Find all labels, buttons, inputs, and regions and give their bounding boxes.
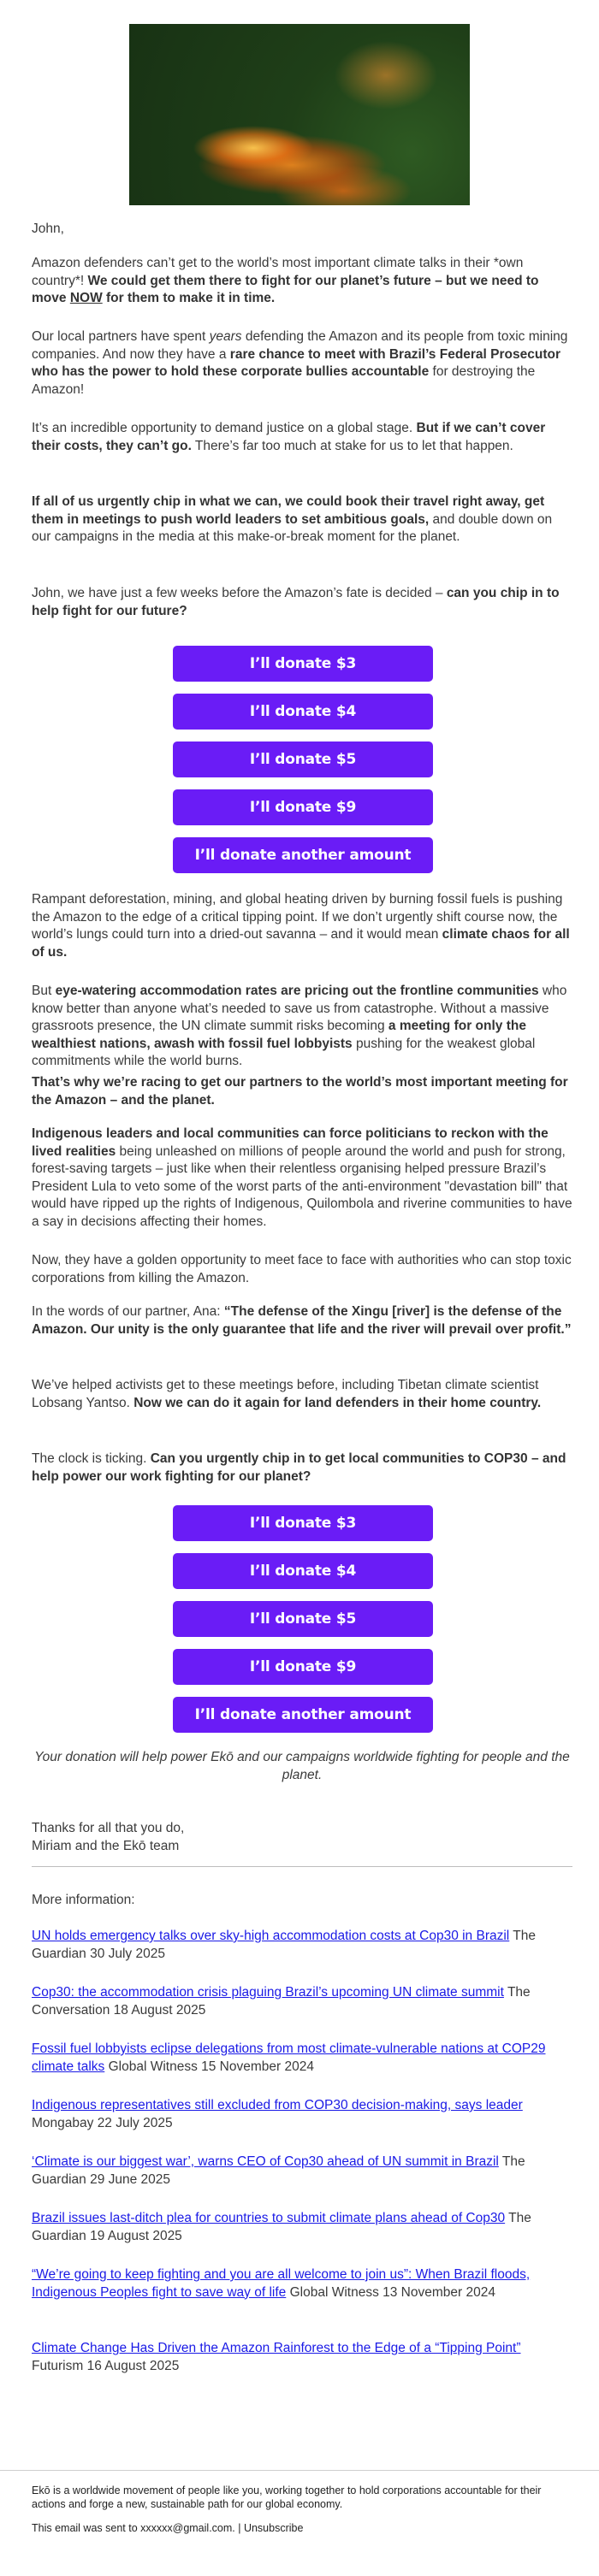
hero-image-forest-fire	[129, 24, 470, 205]
source-link[interactable]: ‘Climate is our biggest war’, warns CEO of Cop30 ahead of UN summit in Brazil	[32, 2154, 499, 2169]
paragraph-2: Our local partners have spent years defending the Amazon and its people from toxic mining companies. And now they have a rare chance to meet with Brazil’s Federal Prosecutor who has the power to hold these corporate bullies accountable for destroying the Amazon!	[32, 329, 568, 397]
donate-other-button-2[interactable]: I’ll donate another amount	[173, 1697, 433, 1733]
unsubscribe-link[interactable]: Unsubscribe	[243, 2522, 304, 2534]
source-link[interactable]: Brazil issues last-ditch plea for countries to submit climate plans ahead of Cop30	[32, 2211, 506, 2225]
source-link[interactable]: Cop30: the accommodation crisis plaguing Brazil’s upcoming UN climate summit	[32, 1985, 504, 2000]
donate-9-button[interactable]: I’ll donate $9	[173, 789, 433, 825]
signoff: Thanks for all that you do, Miriam and the Ekō team	[32, 1821, 185, 1853]
paragraph-5: John, we have just a few weeks before the Amazon’s fate is decided – can you chip in to help fight for our future?	[32, 586, 560, 618]
donate-other-button[interactable]: I’ll donate another amount	[173, 837, 433, 873]
paragraph-8: That’s why we’re racing to get our partners to the world’s most important meeting for the Amazon – and the planet.	[32, 1075, 568, 1108]
source-item: Fossil fuel lobbyists eclipse delegations from most climate-vulnerable nations at COP29 climate talks Global Witness 15 November 2024	[32, 2041, 546, 2074]
source-link[interactable]: Indigenous representatives still excluded from COP30 decision-making, says leader	[32, 2098, 523, 2112]
source-item: “We’re going to keep fighting and you are all welcome to join us”: When Brazil floods, Indigenous Peoples fight to save way of life Global Witness 13 November 2024	[32, 2267, 531, 2300]
paragraph-12: We’ve helped activists get to these meetings before, including Tibetan climate scientist Lobsang Yantso. Now we can do it again for land defenders in their home country.	[32, 1378, 542, 1410]
source-link[interactable]: “We’re going to keep fighting and you are all welcome to join us”: When Brazil floods, Indigenous Peoples fight to save way of life	[32, 2267, 531, 2300]
donate-4-button-2[interactable]: I’ll donate $4	[173, 1553, 433, 1589]
more-info-heading: More information:	[32, 1893, 135, 1907]
paragraph-3: It’s an incredible opportunity to demand justice on a global stage. But if we can’t cover their costs, they can’t go. There’s far too much at stake for us to let that happen.	[32, 421, 546, 453]
paragraph-11: In the words of our partner, Ana: “The defense of the Xingu [river] is the defense of the Amazon. Our unity is the only guarantee that life and the river will prevail over profit.”	[32, 1304, 572, 1337]
source-item: Indigenous representatives still excluded from COP30 decision-making, says leader Mongabay 22 July 2025	[32, 2098, 523, 2130]
source-item: Climate Change Has Driven the Amazon Rainforest to the Edge of a “Tipping Point” Futurism 16 August 2025	[32, 2341, 521, 2373]
footer-divider	[0, 2470, 599, 2471]
source-link[interactable]: Fossil fuel lobbyists eclipse delegations from most climate-vulnerable nations at COP29 climate talks	[32, 2041, 546, 2074]
paragraph-1: Amazon defenders can’t get to the world’s most important climate talks in their *own country*! We could get them there to fight for our planet’s future – but we need to move NOW for them to make it in time.	[32, 256, 539, 305]
donate-5-button-2[interactable]: I’ll donate $5	[173, 1601, 433, 1637]
footer-about: Ekō is a worldwide movement of people like you, working together to hold corporations accountable for their actions and forge a new, sustainable path for our global economy.	[32, 2484, 542, 2510]
donate-3-button[interactable]: I’ll donate $3	[173, 646, 433, 682]
paragraph-7: But eye-watering accommodation rates are pricing out the frontline communities who know better than anyone what’s needed to save us from catastrophe. Without a massive grassroots presence, the UN climate summit risks becoming a meeting for only the wealthiest nations, awash with fossil fuel lobbyists pushing for the weakest global commitments while the world burns.	[32, 984, 567, 1068]
donation-note: Your donation will help power Ekō and our campaigns worldwide fighting for people and the planet.	[34, 1750, 570, 1782]
source-item: ‘Climate is our biggest war’, warns CEO of Cop30 ahead of UN summit in Brazil The Guardian 29 June 2025	[32, 2154, 525, 2187]
source-link[interactable]: UN holds emergency talks over sky-high accommodation costs at Cop30 in Brazil	[32, 1929, 510, 1943]
source-item: UN holds emergency talks over sky-high accommodation costs at Cop30 in Brazil The Guardian 30 July 2025	[32, 1929, 536, 1961]
divider	[32, 1866, 572, 1867]
greeting: John,	[32, 222, 64, 236]
source-link[interactable]: Climate Change Has Driven the Amazon Rainforest to the Edge of a “Tipping Point”	[32, 2341, 521, 2355]
paragraph-9: Indigenous leaders and local communities can force politicians to reckon with the lived realities being unleashed on millions of people around the world and push for strong, forest-saving targets – just like when their relentless organising helped pressure Brazil’s President Lula to veto some of the worst parts of the anti-environment "devastation bill" that would have ripped up the rights of Indigenous, Quilombola and riverine communities to have a say in decisions affecting their homes.	[32, 1126, 572, 1229]
donate-9-button-2[interactable]: I’ll donate $9	[173, 1649, 433, 1685]
source-item: Brazil issues last-ditch plea for countries to submit climate plans ahead of Cop30 The Guardian 19 August 2025	[32, 2211, 531, 2243]
paragraph-13: The clock is ticking. Can you urgently chip in to get local communities to COP30 – and help power our work fighting for our planet?	[32, 1451, 566, 1484]
donate-4-button[interactable]: I’ll donate $4	[173, 694, 433, 730]
paragraph-10: Now, they have a golden opportunity to meet face to face with authorities who can stop toxic corporations from killing the Amazon.	[32, 1253, 572, 1285]
source-item: Cop30: the accommodation crisis plaguing Brazil’s upcoming UN climate summit The Conversation 18 August 2025	[32, 1985, 531, 2018]
donate-3-button-2[interactable]: I’ll donate $3	[173, 1505, 433, 1541]
paragraph-6: Rampant deforestation, mining, and global heating driven by burning fossil fuels is pushing the Amazon to the edge of a critical tipping point. If we don’t urgently shift course now, the world’s lungs could turn into a dried-out savanna – and it would mean climate chaos for all of us.	[32, 892, 570, 960]
donate-5-button[interactable]: I’ll donate $5	[173, 741, 433, 777]
paragraph-4: If all of us urgently chip in what we can, we could book their travel right away, get them in meetings to push world leaders to set ambitious goals, and double down on our campaigns in the media at this make-or-break moment for the planet.	[32, 494, 553, 544]
footer-sent-to: This email was sent to xxxxxx@gmail.com. | Unsubscribe	[32, 2522, 304, 2534]
